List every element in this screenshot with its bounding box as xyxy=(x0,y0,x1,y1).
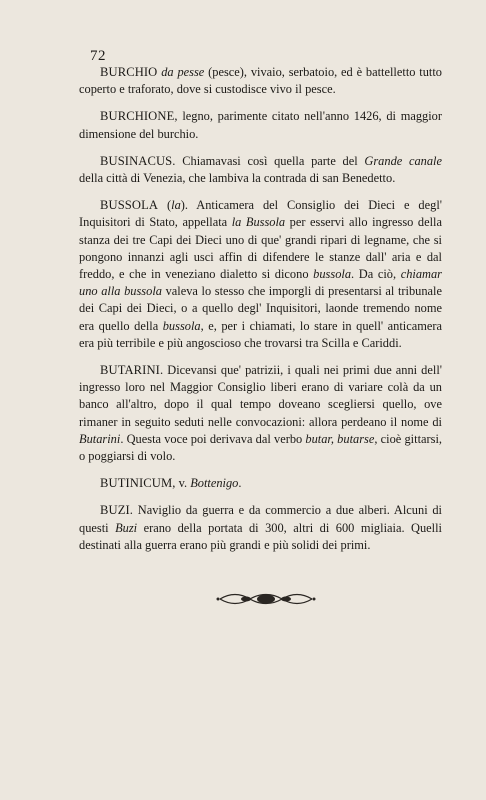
entry-text: della città di Venezia, che lambiva la contrada di san Benedetto. xyxy=(79,171,396,186)
entry-term: BUTINICUM, xyxy=(100,476,176,491)
entry-paragraph xyxy=(79,362,442,465)
entry-text: legno, parimente citato nell'anno 1426, di maggior dimensione del burchio. xyxy=(79,109,442,141)
entry-text: ( xyxy=(158,198,172,213)
entry-term: BUZI. xyxy=(100,503,134,518)
glossary-entry xyxy=(79,475,442,492)
entry-text: . Da ciò, xyxy=(351,267,401,282)
entry-italic-text: Buzi xyxy=(115,520,138,535)
entry-text: (pesce), vivaio, serbatoio, ed è battelletto tutto coperto e traforato, dove si custodisce vivo il pesce. xyxy=(79,65,443,97)
entry-text: erano della portata di 300, altri di 600 migliaia. Quelli destinati alla guerra erano più grandi e più solidi dei primi. xyxy=(79,520,442,552)
entry-paragraph xyxy=(79,153,442,187)
glossary-entry xyxy=(79,362,442,465)
entry-text: Dicevansi que' patrizii, i quali nei primi due anni dell' ingresso loro nel Maggior Consiglio liberi erano di variare colà da un banco all'altro, dopo il qual tempo doveano scegliersi quello, ove rimaner in seguito seduti nelle convocazioni: allora perdeano il nome di xyxy=(79,363,442,429)
entry-italic-text: butar, butarse xyxy=(305,431,375,446)
entry-term: BUSINACUS. xyxy=(100,153,176,168)
entry-paragraph xyxy=(79,502,442,554)
entry-term: BUSSOLA xyxy=(100,198,159,213)
entry-italic-text: Bottenigo xyxy=(190,476,239,491)
entry-text: Chiamavasi così quella parte del xyxy=(175,153,365,168)
entry-text: per esservi allo ingresso della stanza dei tre Capi dei Dieci uno di que' grandi ripari di legname, che si pongono innanzi agli usci affin di difendere le stanze dall' aria e dal freddo, e che in veneziano dialetto si dicono xyxy=(79,215,442,282)
entry-text: , e, per i chiamati, lo stare in quell' anticamera era più terribile e più angoscioso che trovarsi tra Scilla e Cariddi. xyxy=(79,318,442,350)
glossary-entry xyxy=(79,502,442,554)
decorative-scroll-ornament-icon xyxy=(216,592,316,606)
entry-text: . Questa voce poi derivava dal verbo xyxy=(120,431,306,446)
entry-italic-text: chiamar uno alla bussola xyxy=(79,267,443,299)
entry-term: BURCHIONE, xyxy=(100,109,178,124)
glossary-entry xyxy=(79,64,442,98)
entry-italic-text: Butarini xyxy=(79,431,121,446)
page-number: 72 xyxy=(90,48,106,64)
entry-italic-text: la Bussola xyxy=(231,215,286,230)
entry-italic-text: la xyxy=(171,198,181,213)
entry-term: BURCHIO xyxy=(100,65,158,79)
glossary-entry xyxy=(79,108,442,142)
entry-term: BUTARINI. xyxy=(100,363,164,378)
entry-paragraph xyxy=(79,64,442,98)
entry-text: valeva lo stesso che imporgli di presentarsi al tribunale dei Capi dei Dieci, o a quello degl' Inquisitori, laonde tremendo nome era quello della xyxy=(79,284,442,333)
entry-text: Naviglio da guerra e da commercio a due alberi. Alcuni di questi xyxy=(79,503,442,535)
entry-text: v. xyxy=(175,476,191,491)
entry-italic-text: bussola xyxy=(313,267,352,282)
glossary-entry xyxy=(79,197,442,352)
glossary-entries xyxy=(79,64,442,564)
entry-italic-text: bussola xyxy=(162,318,201,333)
entry-text: , cioè gittarsi, o poggiarsi di volo. xyxy=(79,431,442,464)
entry-text: ). Anticamera del Consiglio dei Dieci e degl' Inquisitori di Stato, appellata xyxy=(79,198,442,230)
entry-text: . xyxy=(238,476,242,491)
entry-paragraph xyxy=(79,108,442,142)
entry-italic-text: Grande canale xyxy=(364,153,442,168)
entry-italic-text: da pesse xyxy=(161,65,205,79)
entry-paragraph xyxy=(79,197,442,352)
glossary-entry xyxy=(79,153,442,187)
entry-paragraph xyxy=(79,475,442,492)
